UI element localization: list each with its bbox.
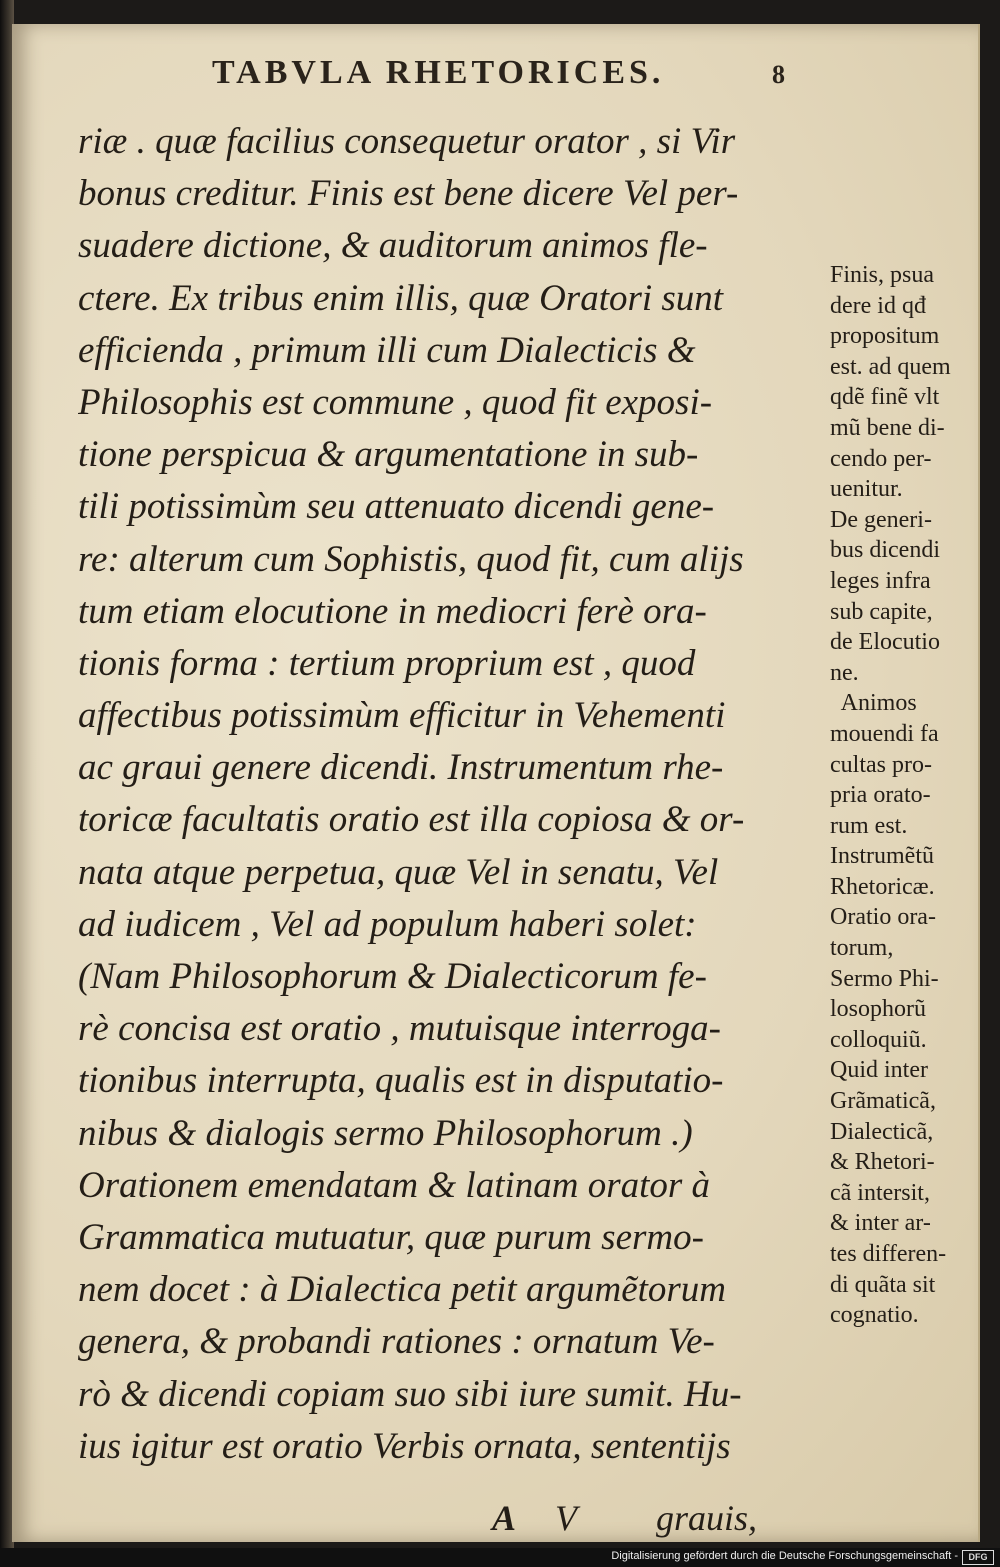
margin-note-line: Finis, psua <box>830 262 935 288</box>
margin-note-line: leges infra <box>830 567 931 594</box>
margin-note-line: rum est. <box>830 812 908 839</box>
text-line: tione perspicua & argumentatione in sub- <box>78 434 699 476</box>
main-text-block <box>78 116 818 1473</box>
text-line: rè concisa est oratio , mutuisque interroga- <box>78 1008 721 1050</box>
text-line: rò & dicendi copiam suo sibi iure sumit. Hu- <box>78 1373 742 1415</box>
text-line: suadere dictione, & auditorum animos fle- <box>78 225 708 267</box>
margin-note-line: di quãta sit <box>830 1271 936 1298</box>
text-line: tionis forma : tertium proprium est , quod <box>78 642 696 684</box>
margin-note-line: Rhetoricæ. <box>830 873 935 900</box>
margin-note-line: colloquiũ. <box>830 1026 927 1053</box>
margin-note-line: de Elocutio <box>830 629 940 656</box>
text-line: bonus creditur. Finis est bene dicere Vel per- <box>78 173 739 215</box>
margin-note-line: ne. <box>830 659 859 686</box>
margin-note-line: propositum <box>830 323 940 350</box>
text-line: ad iudicem , Vel ad populum haberi solet: <box>78 903 697 945</box>
dfg-logo: DFG <box>962 1550 994 1565</box>
margin-note-line: cultas pro- <box>830 751 932 778</box>
margin-note-line: Animos <box>830 690 917 717</box>
text-line: Grammatica mutuatur, quæ purum sermo- <box>78 1216 704 1258</box>
text-line: re: alterum cum Sophistis, quod fit, cum alijs <box>78 538 744 580</box>
text-line: Philosophis est commune , quod fit exposi- <box>78 381 713 423</box>
margin-note-line: cendo per- <box>830 445 932 472</box>
margin-note-line: sub capite, <box>830 598 933 625</box>
margin-note-line: & inter ar- <box>830 1210 931 1237</box>
margin-note-line: est. ad quem <box>830 353 951 380</box>
margin-note-line: Sermo Phi- <box>830 965 939 992</box>
margin-note-line: qdẽ finẽ vlt <box>830 384 940 411</box>
text-line: Orationem emendatam & latinam orator à <box>78 1164 711 1206</box>
signature-mark: V <box>555 1498 578 1538</box>
margin-note-line: & Rhetori- <box>830 1149 935 1176</box>
margin-note-line: De generi- <box>830 506 932 533</box>
margin-note-line: bus dicendi <box>830 537 940 564</box>
margin-note-line: torum, <box>830 935 894 962</box>
margin-note-line: Instrumẽtũ <box>830 843 934 870</box>
text-line: (Nam Philosophorum & Dialecticorum fe- <box>78 956 707 997</box>
margin-note-line: Quid inter <box>830 1057 928 1084</box>
folio-number: 8 <box>772 60 785 89</box>
margin-note-line: Oratio ora- <box>830 904 936 931</box>
margin-note-line: uenitur. <box>830 476 903 503</box>
book-page <box>12 24 980 1542</box>
text-line: ac graui genere dicendi. Instrumentum rhe- <box>78 747 724 789</box>
margin-note-line: pria orato- <box>830 782 931 809</box>
text-line: tum etiam elocutione in mediocri ferè ora- <box>78 590 707 632</box>
text-line: ius igitur est oratio Verbis ornata, sententijs <box>78 1425 731 1467</box>
text-line: nem docet : à Dialectica petit argumẽtorum <box>78 1269 727 1311</box>
margin-note-line: dere id qđ <box>830 292 926 319</box>
margin-note-line: mouendi fa <box>830 720 939 747</box>
text-line: riæ . quæ facilius consequetur orator , si Vir <box>78 121 736 162</box>
catchword: grauis, <box>656 1498 758 1538</box>
text-line: tionibus interrupta, qualis est in disputatio- <box>78 1060 724 1102</box>
signature-mark: A <box>492 1498 517 1538</box>
margin-note-line: cognatio. <box>830 1302 919 1329</box>
margin-note-line: losophorũ <box>830 996 926 1023</box>
marginal-notes <box>830 260 994 1331</box>
margin-note-line: Dialecticã, <box>830 1118 934 1145</box>
margin-note-line: mũ bene di- <box>830 414 945 441</box>
running-head: TABVLA RHETORICES. <box>212 54 665 91</box>
text-line: nibus & dialogis sermo Philosophorum .) <box>78 1112 693 1154</box>
text-line: nata atque perpetua, quæ Vel in senatu, Vel <box>78 851 719 893</box>
text-line: toricæ facultatis oratio est illa copiosa & or- <box>78 799 745 841</box>
text-line: efficienda , primum illi cum Dialecticis & <box>78 329 696 371</box>
text-line: tili potissimùm seu attenuato dicendi gene- <box>78 486 715 528</box>
text-line: ctere. Ex tribus enim illis, quæ Oratori sunt <box>78 277 724 319</box>
margin-note-line: tes differen- <box>830 1241 947 1267</box>
text-line: genera, & probandi rationes : ornatum Ve- <box>78 1321 715 1363</box>
funding-credit: Digitalisierung gefördert durch die Deutsche Forschungsgemeinschaft - <box>611 1550 958 1562</box>
margin-note-line: cã intersit, <box>830 1179 930 1206</box>
catchword-line <box>492 1497 852 1539</box>
text-line: affectibus potissimùm efficitur in Vehementi <box>78 695 726 737</box>
margin-note-line: Grãmaticã, <box>830 1088 936 1115</box>
